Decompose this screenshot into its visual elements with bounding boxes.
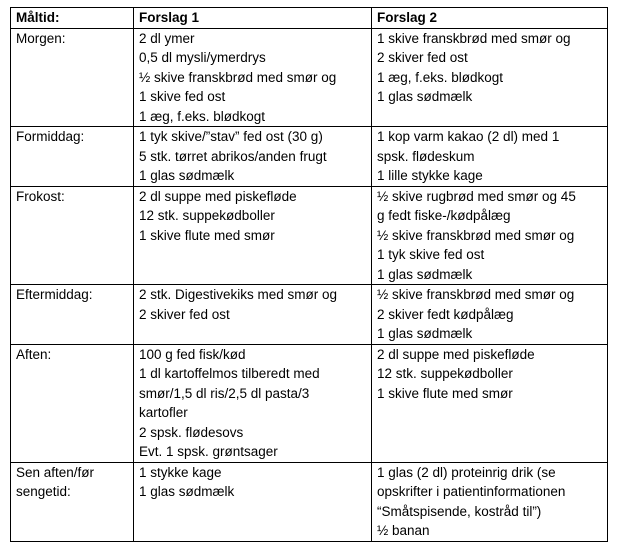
food-item: 1 glas sødmælk <box>139 484 235 499</box>
meal-label-line: sengetid: <box>16 484 71 499</box>
food-item: 12 stk. suppekødboller <box>139 208 275 223</box>
forslag-2-cell <box>372 127 608 187</box>
forslag-1-cell <box>134 186 372 285</box>
meal-label: Frokost: <box>16 188 65 204</box>
meal-plan-table <box>10 7 608 542</box>
meal-label: Formiddag: <box>16 129 85 144</box>
meal-label: Aften: <box>16 346 52 362</box>
food-item: ½ skive franskbrød med smør og <box>377 227 575 243</box>
meal-cell <box>11 186 134 285</box>
food-item: 12 stk. suppekødboller <box>377 366 513 381</box>
forslag-2-cell <box>372 285 608 345</box>
food-item: 1 glas sødmælk <box>377 266 473 282</box>
header-forslag-2: Forslag 2 <box>372 8 608 29</box>
food-item: 2 skiver fed ost <box>377 50 468 65</box>
table-row <box>11 186 608 285</box>
food-item: 1 tyk skive fed ost <box>377 247 485 262</box>
food-item: ½ skive franskbrød med smør og <box>377 287 575 302</box>
forslag-1-cell <box>134 462 372 541</box>
food-item: 0,5 dl mysli/ymerdrys <box>139 50 266 65</box>
food-item: 1 æg, f.eks. blødkogt <box>139 108 266 124</box>
food-item: 100 g fed fisk/kød <box>139 346 246 362</box>
food-item: 1 dl kartoffelmos tilberedt med <box>139 366 320 381</box>
food-item: ½ banan <box>377 523 430 538</box>
meal-cell <box>11 28 134 127</box>
food-item: 2 spsk. flødesovs <box>139 424 244 440</box>
forslag-1-cell <box>134 127 372 187</box>
meal-label-line: Sen aften/før <box>16 464 95 480</box>
food-item: 2 stk. Digestivekiks med smør og <box>139 287 338 302</box>
forslag-2-cell <box>372 344 608 462</box>
header-maaltid: Måltid: <box>11 8 134 29</box>
table-row <box>11 344 608 462</box>
food-item: 5 stk. tørret abrikos/anden frugt <box>139 148 327 164</box>
food-item: 2 dl suppe med piskefløde <box>139 188 297 204</box>
food-item: 1 skive fed ost <box>139 89 226 104</box>
food-item: 1 skive flute med smør <box>139 227 275 243</box>
food-item: 2 skiver fed ost <box>139 306 230 322</box>
food-item: g fedt fiske-/kødpålæg <box>377 208 511 223</box>
food-item: 2 dl ymer <box>139 30 195 46</box>
food-item: 1 lille stykke kage <box>377 168 483 183</box>
food-item: 1 glas sødmælk <box>377 89 473 104</box>
food-item: 1 stykke kage <box>139 464 222 480</box>
food-item: “Småtspisende, kostråd til”) <box>377 503 542 519</box>
food-item: 1 skive franskbrød med smør og <box>377 30 571 46</box>
food-item: 1 tyk skive/”stav” fed ost (30 g) <box>139 129 323 144</box>
food-item: 1 kop varm kakao (2 dl) med 1 <box>377 129 560 144</box>
meal-label: Morgen: <box>16 30 66 46</box>
food-item: spsk. flødeskum <box>377 148 475 164</box>
food-item: 1 skive flute med smør <box>377 385 513 401</box>
header-row <box>11 8 608 29</box>
food-item: 1 æg, f.eks. blødkogt <box>377 69 504 85</box>
table-row <box>11 285 608 345</box>
meal-cell <box>11 127 134 187</box>
header-forslag-1: Forslag 1 <box>134 8 372 29</box>
forslag-1-cell <box>134 285 372 345</box>
food-item: ½ skive franskbrød med smør og <box>139 69 337 85</box>
food-item: 1 glas sødmælk <box>139 168 235 183</box>
meal-cell <box>11 344 134 462</box>
forslag-2-cell <box>372 186 608 285</box>
table-row <box>11 28 608 127</box>
meal-cell <box>11 285 134 345</box>
food-item: opskrifter i patientinformationen <box>377 484 566 499</box>
food-item: kartofler <box>139 405 188 420</box>
table-row <box>11 127 608 187</box>
food-item: 2 skiver fedt kødpålæg <box>377 306 514 322</box>
forslag-2-cell <box>372 28 608 127</box>
table-row <box>11 462 608 541</box>
forslag-2-cell <box>372 462 608 541</box>
food-item: smør/1,5 dl ris/2,5 dl pasta/3 <box>139 385 310 401</box>
food-item: ½ skive rugbrød med smør og 45 <box>377 188 576 204</box>
food-item: 1 glas (2 dl) proteinrig drik (se <box>377 464 556 480</box>
food-item: 1 glas sødmælk <box>377 326 473 341</box>
food-item: Evt. 1 spsk. grøntsager <box>139 444 278 459</box>
forslag-1-cell <box>134 344 372 462</box>
forslag-1-cell <box>134 28 372 127</box>
meal-label: Eftermiddag: <box>16 287 93 302</box>
food-item: 2 dl suppe med piskefløde <box>377 346 535 362</box>
meal-cell <box>11 462 134 541</box>
